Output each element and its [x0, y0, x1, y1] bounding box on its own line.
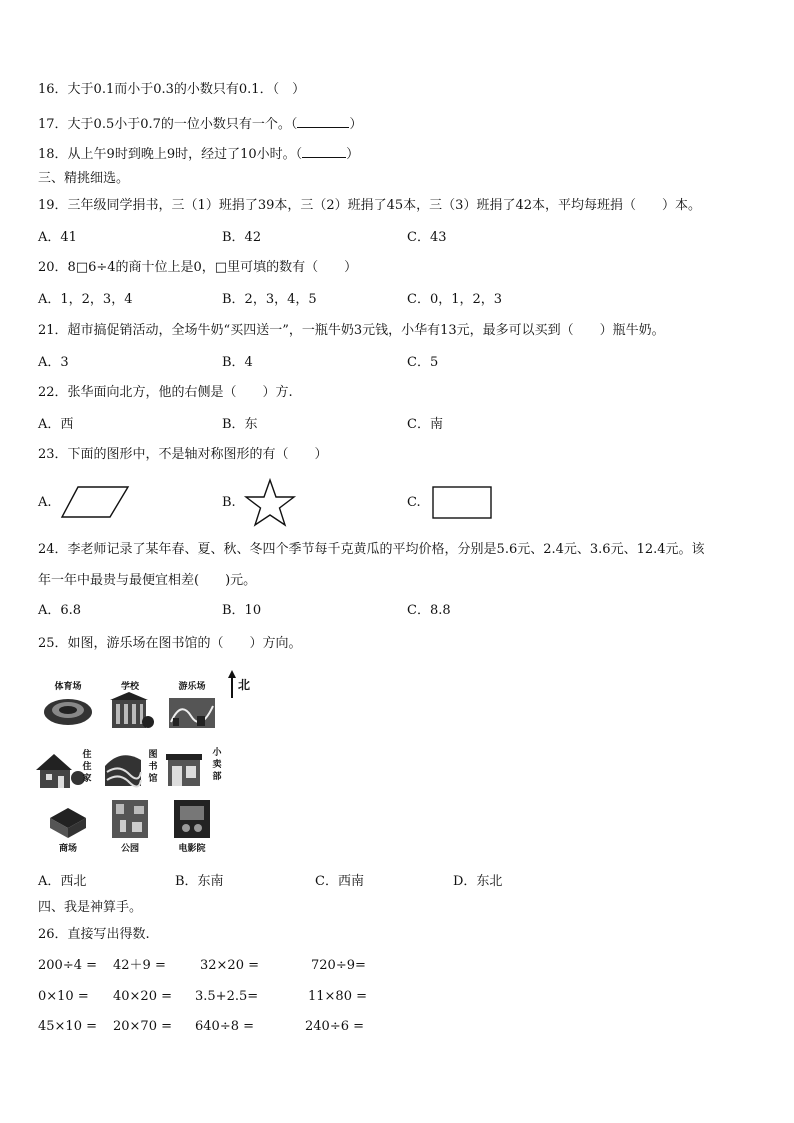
library-icon [101, 746, 151, 792]
question-21: 21．超市搞促销活动，全场牛奶“买四送一”，一瓶牛奶3元钱，小华有13元，最多可以买到（ ）瓶牛奶。 [38, 323, 665, 338]
answer-blank[interactable] [297, 115, 349, 128]
calc-item[interactable]: 720÷9= [311, 958, 366, 973]
question-22: 22．张华面向北方，他的右侧是（ ）方. [38, 385, 293, 400]
option-c[interactable]: C．5 [407, 355, 439, 370]
answer-blank[interactable] [302, 145, 346, 158]
option-b[interactable]: B．东南 [175, 874, 224, 889]
park-icon [108, 798, 152, 840]
option-a[interactable]: A．41 [38, 230, 77, 245]
map-school: 学校 [100, 682, 160, 734]
calc-item[interactable]: 0×10 = [38, 989, 89, 1004]
option-b[interactable]: B．4 [222, 355, 253, 370]
question-20: 20．8□6÷4的商十位上是0，□里可填的数有（ ） [38, 260, 358, 275]
question-26: 26．直接写出得数. [38, 927, 150, 942]
option-a[interactable]: A．3 [38, 355, 69, 370]
question-18-text: 18．从上午9时到晚上9时，经过了10小时。（ [38, 147, 303, 162]
direction-map [38, 668, 268, 858]
cinema-icon [170, 798, 214, 840]
calc-item[interactable]: 3.5+2.5= [195, 989, 259, 1004]
star-shape[interactable] [244, 478, 296, 528]
question-25: 25．如图，游乐场在图书馆的（ ）方向。 [38, 636, 302, 651]
option-a[interactable]: A．1，2，3，4 [38, 292, 133, 307]
calc-item[interactable]: 42＋9 = [113, 958, 166, 973]
map-cinema: 电影院 [162, 798, 222, 854]
calc-item[interactable]: 200÷4 = [38, 958, 98, 973]
map-park: 公园 [100, 798, 160, 854]
option-c[interactable]: C. [407, 495, 421, 510]
option-b[interactable]: B. [222, 495, 236, 510]
question-18: 18．从上午9时到晚上9时，经过了10小时。（ ） [38, 147, 360, 162]
option-a[interactable]: A．西 [38, 417, 74, 432]
calc-item[interactable]: 11×80 = [308, 989, 368, 1004]
option-c[interactable]: C．西南 [315, 874, 364, 889]
option-c[interactable]: C．43 [407, 230, 447, 245]
map-stadium: 体育场 [38, 682, 98, 732]
map-mall: 商场 [38, 804, 98, 854]
stadium-icon [42, 692, 94, 728]
option-a[interactable]: A. [38, 495, 52, 510]
mall-icon [46, 804, 90, 840]
north-label: 北 [238, 678, 251, 692]
calc-item[interactable]: 20×70 = [113, 1019, 173, 1034]
option-d[interactable]: D．东北 [453, 874, 503, 889]
calc-item[interactable]: 32×20 = [200, 958, 260, 973]
rectangle-shape[interactable] [432, 486, 494, 520]
question-23: 23．下面的图形中，不是轴对称图形的有（ ） [38, 447, 328, 462]
option-b[interactable]: B．东 [222, 417, 258, 432]
option-c[interactable]: C．南 [407, 417, 443, 432]
question-19: 19．三年级同学捐书，三（1）班捐了39本，三（2）班捐了45本，三（3）班捐了42本，平均每班捐（ ）本。 [38, 198, 701, 213]
section-4-heading: 四、我是神算手。 [38, 900, 143, 915]
option-b[interactable]: B．42 [222, 230, 262, 245]
shop-icon [162, 748, 210, 790]
section-3-heading: 三、精挑细选。 [38, 171, 130, 186]
parallelogram-shape[interactable] [60, 485, 130, 519]
option-a[interactable]: A．西北 [38, 874, 87, 889]
calc-item[interactable]: 40×20 = [113, 989, 173, 1004]
question-24-line1: 24．李老师记录了某年春、夏、秋、冬四个季节每千克黄瓜的平均价格，分别是5.6元、2.4元、3.6元、12.4元。该 [38, 542, 705, 557]
option-c[interactable]: C．0，1，2，3 [407, 292, 503, 307]
school-icon [106, 692, 154, 730]
question-16: 16．大于0.1而小于0.3的小数只有0.1．（ ） [38, 82, 306, 97]
map-library: 图 书 馆 [100, 746, 160, 796]
question-17: 17．大于0.5小于0.7的一位小数只有一个。（ ） [38, 117, 363, 132]
playground-icon [167, 692, 217, 730]
option-b[interactable]: B．10 [222, 603, 262, 618]
option-c[interactable]: C．8.8 [407, 603, 451, 618]
map-playground: 游乐场 [162, 682, 222, 734]
map-shop: 小 卖 部 [162, 748, 222, 794]
question-17-text: 17．大于0.5小于0.7的一位小数只有一个。（ [38, 117, 298, 132]
option-a[interactable]: A．6.8 [38, 603, 82, 618]
calc-item[interactable]: 45×10 = [38, 1019, 98, 1034]
question-24-line2: 年一年中最贵与最便宜相差( )元。 [38, 573, 257, 588]
calc-item[interactable]: 640÷8 = [195, 1019, 255, 1034]
option-b[interactable]: B．2，3，4，5 [222, 292, 317, 307]
map-residence: 住 住 家 [38, 748, 98, 794]
calc-item[interactable]: 240÷6 = [305, 1019, 365, 1034]
